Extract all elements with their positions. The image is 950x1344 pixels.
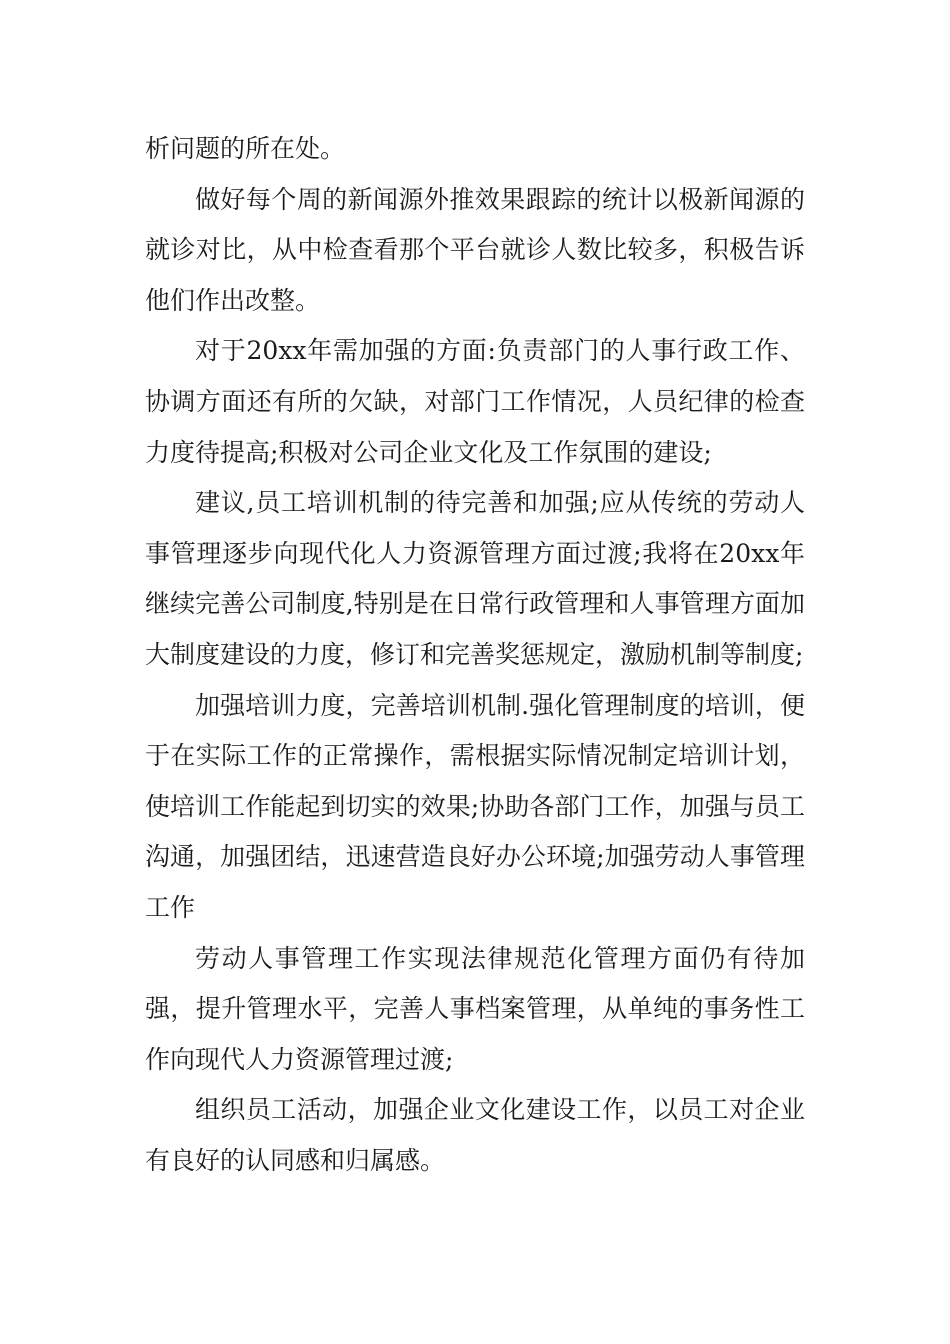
document-body xyxy=(145,124,805,1186)
paragraph-4: 建议,员工培训机制的待完善和加强;应从传统的劳动人事管理逐步向现代化人力资源管理方面过渡;我将在20xx年继续完善公司制度,特别是在日常行政管理和人事管理方面加大制度建设的力度，修订和完善奖惩规定，激励机制等制度; xyxy=(145,488,805,669)
paragraph-7: 组织员工活动，加强企业文化建设工作，以员工对企业有良好的认同感和归属感。 xyxy=(145,1095,805,1175)
paragraph-6: 劳动人事管理工作实现法律规范化管理方面仍有待加强，提升管理水平，完善人事档案管理，从单纯的事务性工作向现代人力资源管理过渡; xyxy=(145,943,805,1074)
paragraph-1: 析问题的所在处。 xyxy=(145,134,346,163)
paragraph-5: 加强培训力度，完善培训机制.强化管理制度的培训，便于在实际工作的正常操作，需根据实际情况制定培训计划，使培训工作能起到切实的效果;协助各部门工作，加强与员工沟通，加强团结，迅速营造良好办公环境;加强劳动人事管理工作 xyxy=(145,690,805,922)
paragraph-3: 对于20xx年需加强的方面:负责部门的人事行政工作、协调方面还有所的欠缺，对部门工作情况，人员纪律的检查力度待提高;积极对公司企业文化及工作氛围的建设; xyxy=(145,336,805,467)
paragraph-2: 做好每个周的新闻源外推效果跟踪的统计以极新闻源的就诊对比，从中检查看那个平台就诊人数比较多，积极告诉他们作出改整。 xyxy=(145,184,805,315)
